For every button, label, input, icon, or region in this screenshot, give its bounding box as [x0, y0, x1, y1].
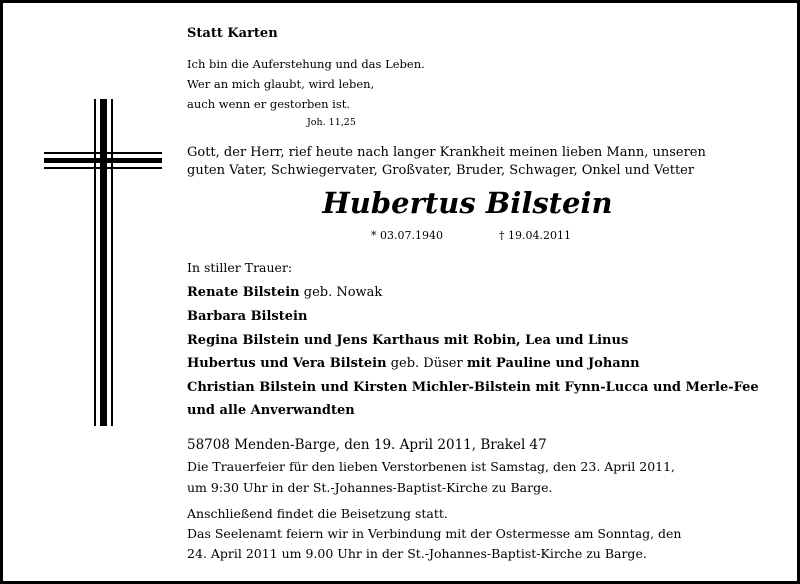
death-date: † 19.04.2011 [499, 229, 571, 242]
family-member [187, 356, 640, 371]
service-info-line: um 9:30 Uhr in der St.-Johannes-Baptist-Kirche zu Barge. [187, 480, 553, 495]
intro-line: guten Vater, Schwiegervater, Großvater, Bruder, Schwager, Onkel und Vetter [187, 163, 695, 178]
family-name: Barbara Bilstein [187, 309, 308, 324]
service-info-line: Die Trauerfeier für den lieben Verstorbenen ist Samstag, den 23. April 2011, [187, 459, 676, 474]
family-member [187, 285, 382, 300]
family-name: Renate Bilstein [187, 285, 300, 300]
family-name: Christian Bilstein und Kirsten Michler-Bilstein mit Fynn-Lucca und Merle-Fee [187, 380, 759, 395]
family-name: mit Pauline und Johann [466, 356, 640, 371]
place-date: 58708 Menden-Barge, den 19. April 2011, Brakel 47 [187, 437, 547, 453]
family-member [187, 333, 628, 348]
family-name: Regina Bilstein und Jens Karthaus mit Robin, Lea und Linus [187, 333, 629, 348]
verse-line: auch wenn er gestorben ist. [187, 97, 351, 111]
family-member [187, 403, 355, 418]
verse-line: Ich bin die Auferstehung und das Leben. [187, 57, 425, 71]
verse-reference: Joh. 11,25 [307, 117, 356, 128]
family-name: und alle Anverwandten [187, 403, 355, 418]
mourning-label: In stiller Trauer: [187, 260, 293, 275]
family-member [187, 380, 759, 395]
family-note: geb. Nowak [299, 285, 383, 300]
family-note: geb. Düser [386, 356, 467, 371]
birth-date: * 03.07.1940 [371, 229, 443, 242]
verse-line: Wer an mich glaubt, wird leben, [187, 77, 375, 91]
header-statt-karten: Statt Karten [187, 26, 278, 41]
service-info-line: Anschließend findet die Beisetzung statt. [187, 506, 448, 521]
service-info-line: 24. April 2011 um 9.00 Uhr in der St.-Johannes-Baptist-Kirche zu Barge. [187, 546, 647, 561]
intro-line: Gott, der Herr, rief heute nach langer Krankheit meinen lieben Mann, unseren [187, 145, 706, 160]
service-info-line: Das Seelenamt feiern wir in Verbindung mit der Ostermesse am Sonntag, den [187, 526, 682, 541]
family-member [187, 309, 307, 324]
deceased-name: Hubertus Bilstein [322, 186, 613, 220]
family-name: Hubertus und Vera Bilstein [187, 356, 387, 371]
